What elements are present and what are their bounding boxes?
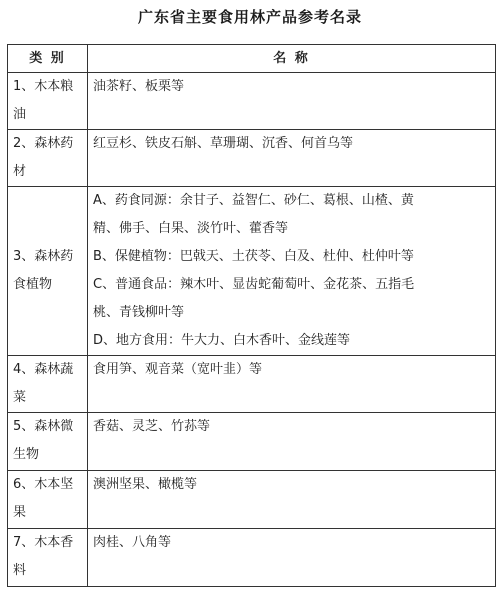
names-cell: [88, 187, 496, 356]
names-text: A、药食同源：余甘子、益智仁、砂仁、葛根、山楂、黄: [93, 193, 414, 208]
category-text: 食植物: [13, 277, 53, 292]
header-category: 类 别: [8, 45, 88, 73]
names-cell: [88, 73, 496, 130]
table-row: [8, 356, 496, 413]
table-row: [8, 471, 496, 529]
category-cell: [8, 471, 88, 529]
category-text: 材: [13, 164, 27, 179]
category-text: 油: [13, 107, 27, 122]
category-text: 果: [13, 505, 27, 520]
category-cell: [8, 130, 88, 187]
page-title: 广东省主要食用林产品参考名录: [137, 8, 362, 26]
names-text: 澳洲坚果、橄榄等: [93, 477, 198, 492]
category-cell: [8, 73, 88, 130]
category-text: 3、森林药: [13, 249, 74, 264]
category-text: 2、森林药: [13, 136, 74, 151]
names-cell: [88, 130, 496, 187]
names-cell: [88, 471, 496, 529]
category-cell: [8, 356, 88, 413]
category-text: 料: [13, 563, 27, 578]
category-cell: [8, 413, 88, 471]
names-text: B、保健植物：巴戟天、土茯苓、白及、杜仲、杜仲叶等: [93, 249, 414, 264]
category-cell: [8, 187, 88, 356]
names-text: 食用笋、观音菜（宽叶韭）等: [93, 362, 263, 377]
names-cell: [88, 356, 496, 413]
names-text: 桃、青钱柳叶等: [93, 305, 185, 320]
names-text: C、普通食品：辣木叶、显齿蛇葡萄叶、金花茶、五指毛: [93, 277, 415, 292]
names-text: D、地方食用：牛大力、白木香叶、金线莲等: [93, 333, 351, 348]
names-cell: [88, 413, 496, 471]
category-text: 5、森林微: [13, 419, 74, 434]
names-cell: [88, 529, 496, 587]
names-text: 肉桂、八角等: [93, 535, 172, 550]
category-text: 生物: [13, 447, 40, 462]
table-header-row: [8, 45, 496, 73]
table-row: [8, 73, 496, 130]
category-text: 7、木本香: [13, 535, 74, 550]
category-text: 6、木本坚: [13, 477, 74, 492]
category-text: 1、木本粮: [13, 79, 74, 94]
names-text: 香菇、灵芝、竹荪等: [93, 419, 211, 434]
table-row: [8, 529, 496, 587]
names-text: 精、佛手、白果、淡竹叶、藿香等: [93, 221, 289, 236]
table-row: [8, 413, 496, 471]
table-row: [8, 130, 496, 187]
header-name: 名 称: [88, 45, 496, 73]
names-text: 油茶籽、板栗等: [93, 79, 185, 94]
category-cell: [8, 529, 88, 587]
names-text: 红豆杉、铁皮石斛、草珊瑚、沉香、何首乌等: [93, 136, 354, 151]
catalog-table: [7, 44, 496, 587]
table-row: [8, 187, 496, 356]
category-text: 菜: [13, 390, 27, 405]
category-text: 4、森林蔬: [13, 362, 74, 377]
